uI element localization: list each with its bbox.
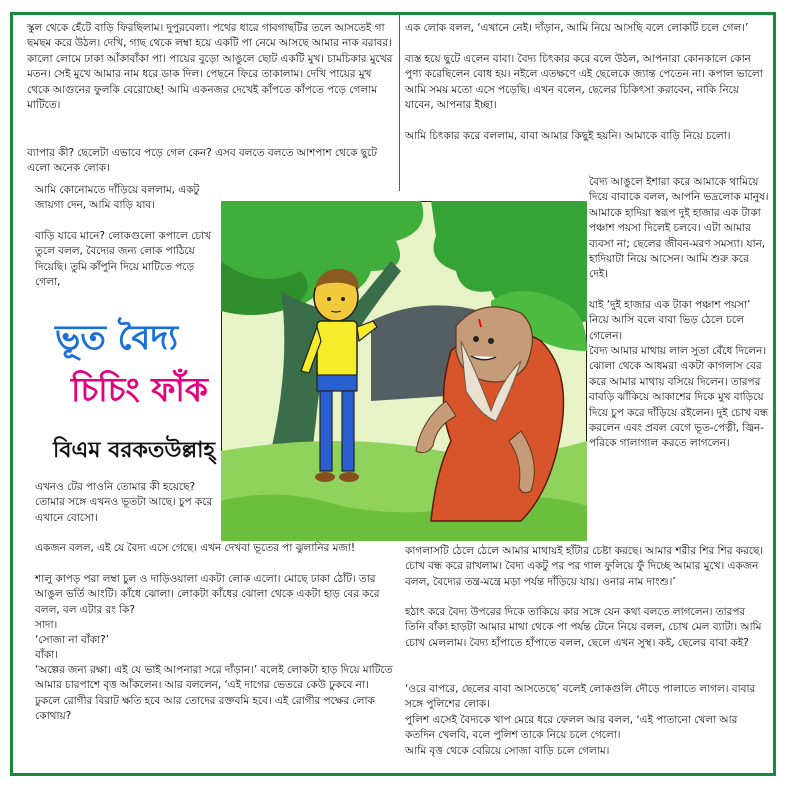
paragraph-father-arrives: ব্যস্ত হয়ে ছুটে এলেন বাবা। বৈদ্য চিৎকার করে বলে উঠল, আপনারা কোনকালে কোন পুণ্য করেছিলেন বোধ হয়। নইলে এতক্ষণে এই ছেলেকে জ্যান্ত পেতেন না। কপাল ভালো আমি সময় মতো এসে পড়েছি। এখন বলেন, ছেলের চিকিৎসা করাবেন, নাকি নিয়ে যাবেন, আপনার ইচ্ছা।	[405, 53, 763, 112]
paragraph-not-here: এক লোক বলল, ‘এখানে নেই। দাঁড়ান, আমি নিয়ে আসছি বলে লোকটি চলে গেল।’	[405, 22, 749, 34]
paragraph-white: সাদা।	[35, 619, 58, 631]
paragraph-opening: স্কুল থেকে হেঁটে বাড়ি ফিরছিলাম। দুপুরবেলা। পথের ধারে গাবগাছটির তলে আসতেই গা ছমছম করে উঠল। দেখি, গাছ থেকে লম্বা হয়ে একটি পা নেমে আসছে আমার নাক বরাবর। কালো লোমে ঢাকা আঁকাবাঁকা পা। পায়ের বুড়ো আঙুলে ছোট একটি মুখ। চামচিকার মুখের মতন। সেই মুখে আমার নাম ধরে ডাক দিল। পেছনে ফিরে তাকালাম। দেখি পায়ের মুখ থেকে আগুনের ফুলকি বেরোচ্ছে! আমি একনজর দেখেই কাঁপতে কাঁপতে পড়ে গেলাম মাটিতে।	[27, 22, 393, 112]
paragraph-go-home: বাড়ি যাবে মানে? লোকগুলো কপালে চোখ তুলে বলল, বৈদ্যের জন্য লোক পাঠিয়ে দিয়েছি। তুমি কাঁপুনি দিয়ে মাটিতে পড়ে গেলা,	[35, 230, 211, 289]
paragraph-father-leaves: যাই ‘দুই হাজার এক টাকা পঞ্চাশ পয়সা’ নিয়ে আসি বলে বাবা ভিড় ঠেলে চলে গেলেন।	[589, 299, 751, 342]
paragraph-stand-up: আমি কোনোমতে দাঁড়িয়ে বললাম, একটু জায়গা দেন, আমি বাড়ি যাব।	[35, 184, 200, 212]
paragraph-straight-or-bent: ‘সোজা না বাঁকা?’	[35, 634, 109, 646]
paragraph-healer-arrived: একজন বলল, এই যে বৈদ্য এসে গেছে। এখন দেখবা ভূতের পা ঝুলানির মজা!	[35, 542, 356, 554]
paragraph-healer-description: শালু কাপড় পরা লম্বা চুল ও দাড়িওয়ালা একটা লোক এলো। মোছে ঢাকা ঠোঁট। তার আঙুল ভর্তি আংটি। কাঁধে ঝোলা। লোকটা কাঁধের ঝোলা থেকে একটা হাড় বের করে বলল, বল এটার রং কি?	[35, 573, 380, 616]
paragraph-take-me-home: আমি চিৎকার করে বললাম, বাবা আমার কিছুই হয়নি। আমাকে বাড়ি নিয়ে চলো।	[405, 130, 731, 142]
paragraph-eyes-open: হঠাৎ করে বৈদ্য উপরের দিকে তাকিয়ে কার সঙ্গে যেন কথা বলতে লাগলেন। তারপর তিনি বাঁকা হাড়টা আমার মাথা থেকে পা পর্যন্ত টেনে নিয়ে বলল, চোখ মেল ব্যাটা। আমি চোখ মেললাম। বৈদ্য হাঁপাতে হাঁপাতে বলল, ছেলে এখন সুস্থ। কই, ছেলের বাবা কই?	[405, 606, 762, 649]
paragraph-circle-drawn: ‘অল্পের জন্য রক্ষা। এই যে ভাই আপনারা সরে দাঁড়ান।’ বলেই লোকটা হাড় দিয়ে মাটিতে আমার চারপাশে বৃত্ত আঁকলেন। আর বললেন, ‘এই দাগের ভেতরে কেউ ঢুকবে না। ঢুকলে রোগীর বিরাট ক্ষতি হবে আর তোদের রক্তবমি হবে। এই রোগীর পক্ষের লোক কোথায়?	[35, 664, 393, 723]
paragraph-ending: আমি বৃত্ত থেকে বেরিয়ে সোজা বাড়ি চলে গেলাম।	[405, 745, 610, 757]
column-divider-left	[399, 15, 400, 191]
paragraph-frog-on-head: কাগলাসটি ঠেলে ঠেলে আমার মাথায়ই হাঁটার চেষ্টা করছে। আমার শরীর শির শির করছে। চোখ বন্ধ করে রাখলাম। বৈদ্য একটু পর পর গাল ফুলিয়ে ফুঁ দিচ্ছে আমার মুখে। একজন বলল, বৈদ্যের তন্ত্র-মন্ত্রে মড়া পর্যন্ত দাঁড়িয়ে যায়। ওনার নাম দাংশু।’	[405, 545, 764, 588]
paragraph-crowd: ব্যাপার কী? ছেলেটা এভাবে পড়ে গেল কেন? এসব বলতে বলতে আশপাশ থেকে ছুটে এলো অনেক লোক।	[27, 147, 377, 175]
paragraph-fee-demand: বৈদ্য আঙুলে ইশারা করে আমাকে থামিয়ে দিয়ে বাবাকে বলল, আপনি ভদ্রলোক মানুষ। আমাকে হাদিয়া স্বরূপ দুই হাজার এক টাকা পঞ্চাশ পয়সা দিলেই চলবে। এটা আমার ব্যবসা না; ছেলের জীবন-মরণ সমস্যা। যান, হাদিয়াটা নিয়ে আসেন। আমি শুরু করে দেই।	[589, 176, 769, 281]
paragraph-ghost-present: এখনও টের পাওনি তোমার কী হয়েছে? তোমার সঙ্গে এখনও ভূতটা আছে। চুপ করে এখানে বোসো।	[35, 481, 213, 524]
paragraph-ritual: বৈদ্য আমার মাথায় লাল সুতা বেঁধে দিলেন। ঝোলা থেকে আধমরা একটা কাগলাস বের করে আমার মাথায় বসিয়ে দিলেন। তারপর বাবড়ি ঝাঁকিয়ে আকাশের দিকে মুখ বাড়িয়ে দিয়ে চুপ করে দাঁড়িয়ে রইলেন। দুই চোখ বন্ধ করলেন এবং প্রবল বেগে ভূত-পেত্নী, জ্বিন-পরিকে গালাগাল করতে লাগলেন।	[589, 345, 769, 450]
story-title-line2: চিচিং ফাঁক	[71, 370, 208, 409]
paragraph-police: পুলিশ এসেই বৈদ্যকে খাপ মেরে ধরে ফেলল আর বলল, ‘এই পাতানো খেলা আর কতদিন খেলবি, বলে পুলিশ তাকে নিয়ে চলে গেলো।	[405, 714, 738, 742]
story-page	[10, 12, 776, 776]
author-name: বিএম বরকতউল্লাহ্	[53, 438, 216, 463]
paragraph-bent: বাঁকা।	[35, 649, 58, 661]
story-illustration	[221, 201, 587, 541]
paragraph-crowd-flees: ‘ওরে বাপরে, ছেলের বাবা আসতেছে’ বলেই লোকগুলি দৌড়ে পালাতে লাগল। বাবার সঙ্গে পুলিশের লোক।	[405, 683, 756, 711]
story-title-line1: ভূত বৈদ্য	[55, 318, 179, 358]
